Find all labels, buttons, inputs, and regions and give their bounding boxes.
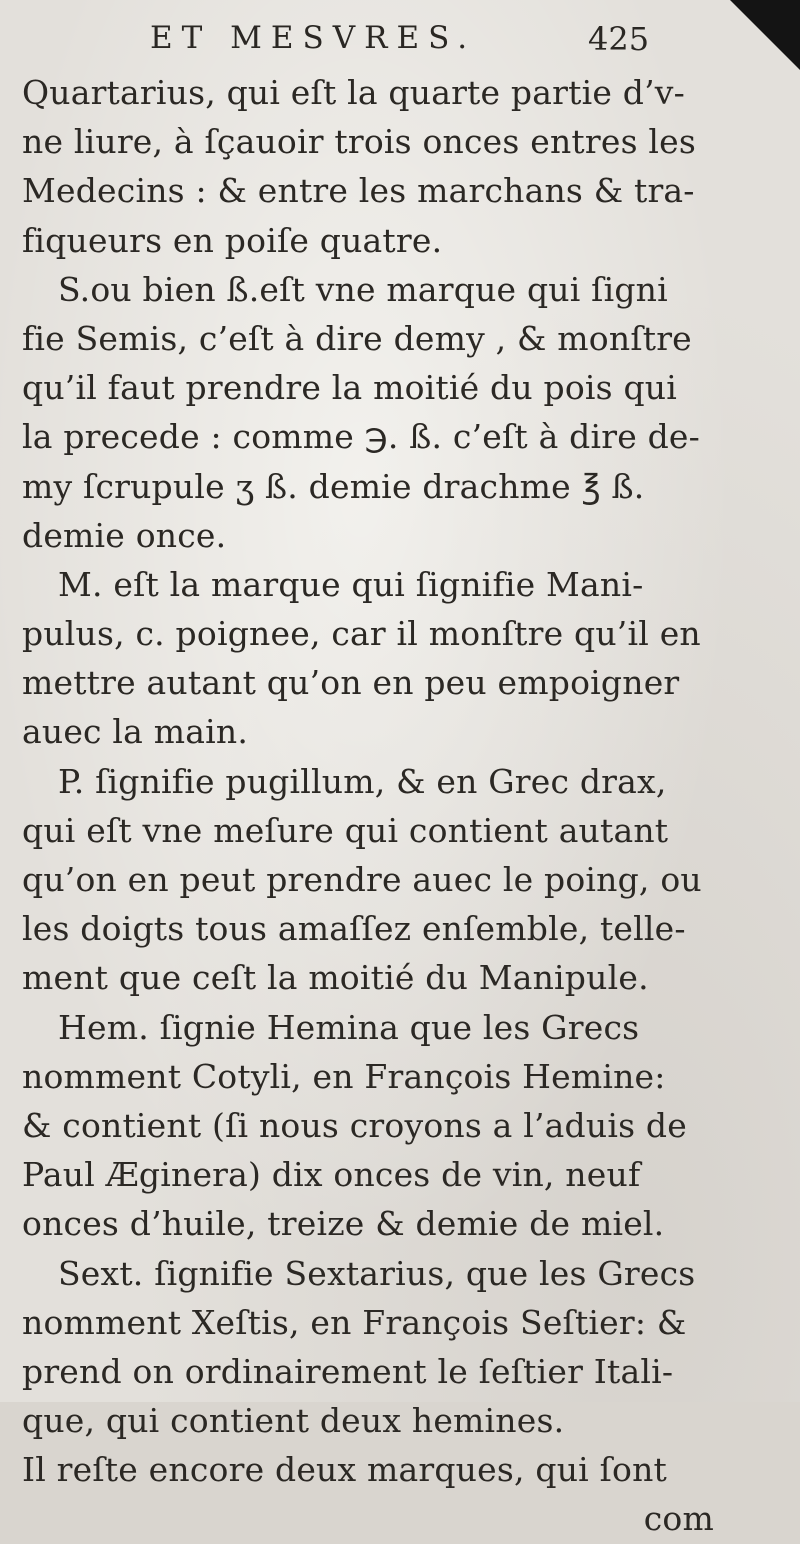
text-line: nomment Xeſtis, en François Seſtier: & [22, 1302, 687, 1342]
text-line: prend on ordinairement le ſeſtier Itali- [22, 1351, 674, 1391]
text-line: nomment Cotyli, en François Hemine: [22, 1056, 666, 1096]
running-head [0, 20, 800, 66]
catchword: com [643, 1499, 714, 1539]
text-line: qu’il faut prendre la moitié du pois qui [22, 368, 677, 408]
text-line: S.ou bien ß.eſt vne marque qui ſigni [58, 269, 668, 309]
text-line: my ſcrupule ʒ ß. demie drachme ℥ ß. [22, 466, 645, 506]
text-line: la precede : comme ℈. ß. c’eſt à dire de- [22, 417, 701, 457]
body-text [22, 68, 762, 1544]
text-line: les doigts tous amaſſez enſemble, telle- [22, 909, 686, 949]
text-line: fie Semis, c’eſt à dire demy , & monſtre [22, 318, 692, 358]
page-number: 425 [588, 20, 650, 58]
text-line: qui eſt vne meſure qui contient autant [22, 810, 669, 850]
text-line: que, qui contient deux hemines. [22, 1401, 565, 1441]
text-line: Medecins : & entre les marchans & tra- [22, 171, 695, 211]
text-line: onces d’huile, treize & demie de miel. [22, 1204, 665, 1244]
text-line: Paul Æginera) dix onces de vin, neuf [22, 1155, 641, 1195]
text-line: Hem. ſignie Hemina que les Grecs [58, 1007, 640, 1047]
text-line: M. eſt la marque qui ſignifie Mani- [58, 564, 644, 604]
text-line: Quartarius, qui eſt la quarte partie d’v- [22, 73, 685, 112]
text-line: ne liure, à ſçauoir trois onces entres les [22, 122, 697, 162]
text-line: pulus, c. poignee, car il monſtre qu’il en [22, 614, 701, 654]
running-title: ET MESVRES. [150, 20, 477, 56]
text-line: fiqueurs en poiſe quatre. [22, 220, 443, 260]
text-line: auec la main. [22, 712, 249, 752]
text-line: ment que ceſt la moitié du Manipule. [22, 958, 649, 998]
text-line: & contient (ſi nous croyons a l’aduis de [22, 1105, 687, 1145]
text-line: mettre autant qu’on en peu empoigner [22, 663, 680, 703]
text-line: P. ſignifie pugillum, & en Grec drax, [58, 761, 667, 801]
text-line: qu’on en peut prendre auec le poing, ou [22, 860, 702, 899]
text-line: Il reſte encore deux marques, qui ſont [22, 1450, 667, 1490]
text-line: demie once. [22, 515, 227, 555]
text-line: Sext. ſignifie Sextarius, que les Grecs [58, 1253, 696, 1293]
